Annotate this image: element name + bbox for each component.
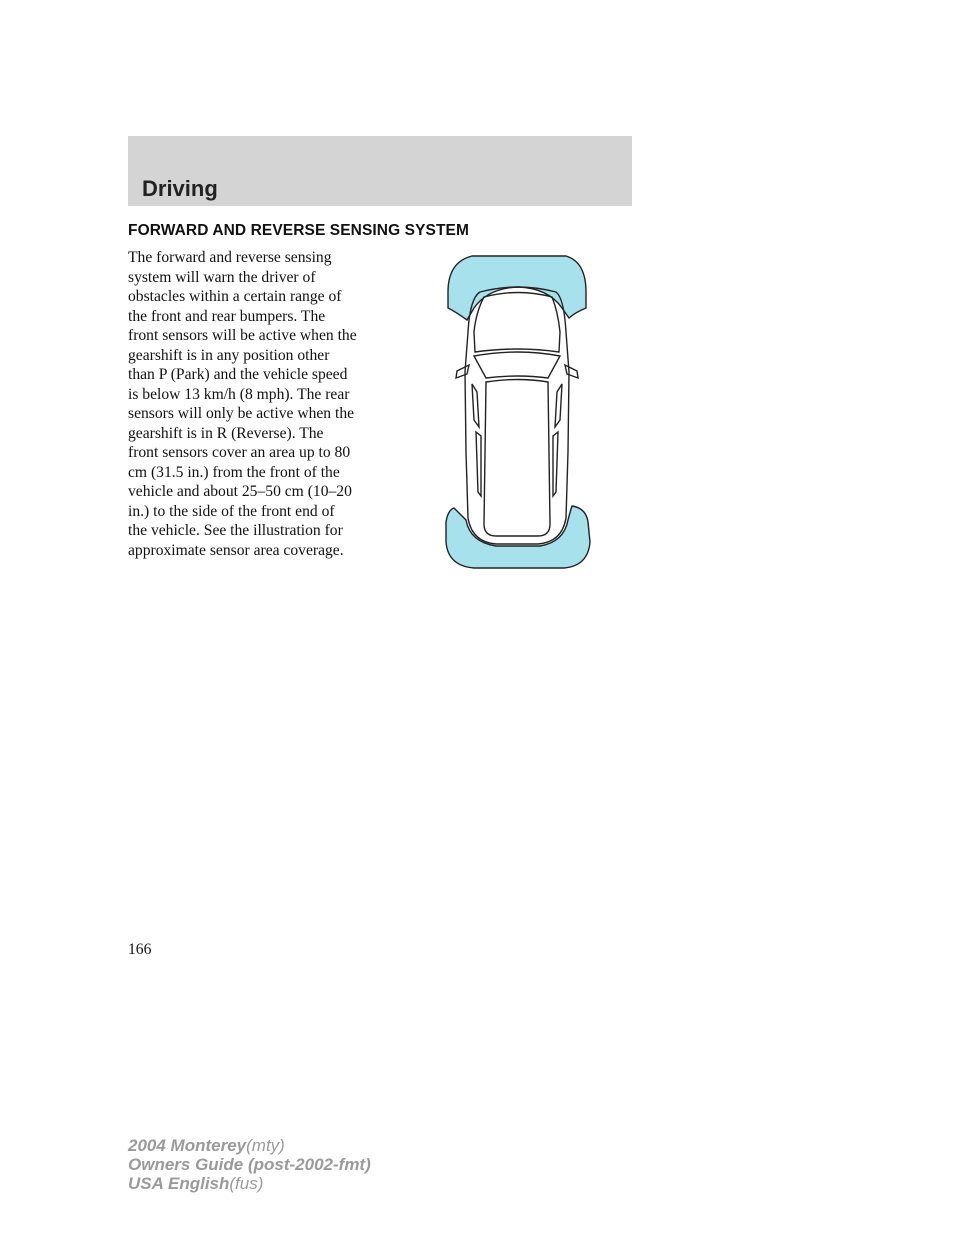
footer-line [128, 1155, 371, 1174]
footer-line [128, 1136, 371, 1155]
body-line: front sensors will be active when the [128, 327, 357, 344]
body-line: in.) to the side of the front end of [128, 502, 335, 520]
body-line: The forward and reverse sensing [128, 249, 332, 266]
chapter-title: Driving [142, 176, 218, 201]
body-line: gearshift is in any position other [128, 346, 330, 364]
body-line: gearshift is in R (Reverse). The [128, 424, 324, 442]
footer [128, 1136, 371, 1193]
footer-language: USA English [128, 1174, 230, 1193]
page-number: 166 [128, 941, 152, 958]
footer-guide: Owners Guide (post-2002-fmt) [128, 1155, 371, 1174]
vehicle-outline [456, 287, 578, 544]
section-heading: FORWARD AND REVERSE SENSING SYSTEM [128, 222, 470, 239]
body-line: vehicle and about 25–50 cm (10–20 [128, 483, 352, 500]
body-line: the vehicle. See the illustration for [128, 522, 343, 539]
body-line: than P (Park) and the vehicle speed [128, 366, 348, 383]
footer-language-code: (fus) [229, 1174, 264, 1193]
footer-model: 2004 Monterey [128, 1136, 247, 1155]
sensor-coverage-illustration [436, 252, 598, 572]
body-paragraph [128, 248, 390, 560]
body-line: system will warn the driver of [128, 268, 316, 286]
body-line: sensors will only be active when the [128, 405, 355, 422]
body-line: cm (31.5 in.) from the front of the [128, 463, 340, 481]
footer-line [128, 1174, 371, 1193]
body-line: the front and rear bumpers. The [128, 307, 326, 325]
footer-model-code: (mty) [246, 1136, 285, 1155]
body-line: is below 13 km/h (8 mph). The rear [128, 385, 350, 403]
front-sensor-zone [448, 256, 586, 320]
body-line: approximate sensor area coverage. [128, 541, 344, 559]
body-line: front sensors cover an area up to 80 [128, 444, 351, 461]
header-band [128, 136, 632, 206]
body-line: obstacles within a certain range of [128, 288, 342, 305]
